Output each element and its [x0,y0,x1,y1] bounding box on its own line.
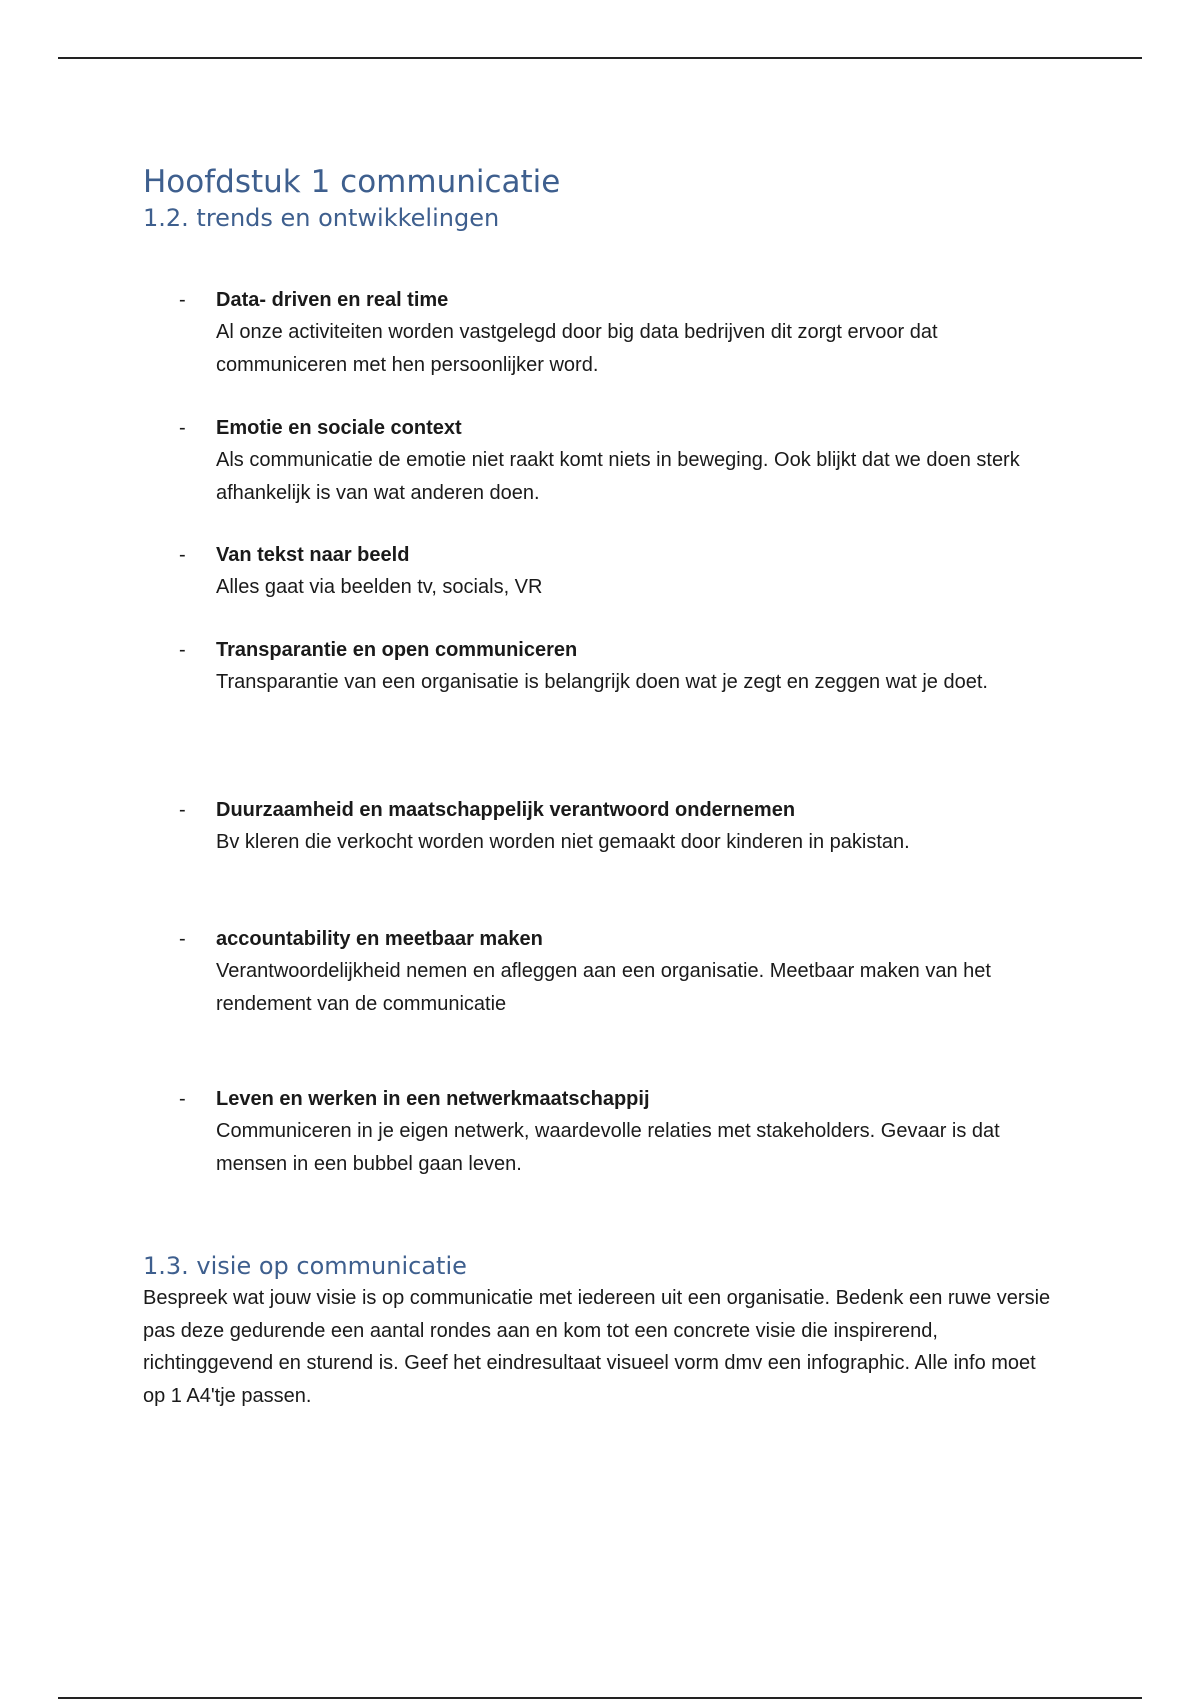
list-item [143,923,1063,1020]
trend-text: Al onze activiteiten worden vastgelegd door big data bedrijven dit zorgt ervoor dat communiceren met hen persoonlijker word. [216,321,938,376]
chapter-title: Hoofdstuk 1 communicatie [143,164,561,200]
list-item [143,634,1063,699]
list-item [143,539,1063,604]
trend-text: Als communicatie de emotie niet raakt komt niets in beweging. Ook blijkt dat we doen sterk afhankelijk is van wat anderen doen. [216,449,1020,504]
bullet-dash: - [179,799,186,821]
list-item [143,284,1063,381]
trend-text: Bv kleren die verkocht worden worden niet gemaakt door kinderen in pakistan. [216,831,910,853]
list-item [143,794,1063,859]
trend-title: accountability en meetbaar maken [216,928,543,950]
trend-text: Verantwoordelijkheid nemen en afleggen aan een organisatie. Meetbaar maken van het rendement van de communicatie [216,960,991,1015]
bullet-dash: - [179,417,186,439]
section-visie [143,1250,1063,1412]
trend-text: Alles gaat via beelden tv, socials, VR [216,576,543,598]
trend-title: Duurzaamheid en maatschappelijk verantwoord ondernemen [216,799,796,821]
footer-rule [58,1697,1142,1699]
section-heading-visie: 1.3. visie op communicatie [143,1252,467,1280]
visie-paragraph: Bespreek wat jouw visie is op communicatie met iedereen uit een organisatie. Bedenk een ruwe versie pas deze gedurende een aantal rondes aan en kom tot een concrete visie die inspirerend, richtinggevend en sturend is. Geef het eindresultaat visueel vorm dmv een infographic. Alle info moet op 1 A4'tje passen. [143,1287,1051,1407]
bullet-dash: - [179,928,186,950]
trend-text: Communiceren in je eigen netwerk, waardevolle relaties met stakeholders. Gevaar is dat mensen in een bubbel gaan leven. [216,1120,1000,1175]
list-item [143,1083,1063,1180]
header-rule [58,57,1142,59]
trend-title: Leven en werken in een netwerkmaatschappij [216,1088,650,1110]
bullet-dash: - [179,1088,186,1110]
bullet-dash: - [179,289,186,311]
section-heading-trends: 1.2. trends en ontwikkelingen [143,204,500,232]
trend-title: Data- driven en real time [216,289,449,311]
trend-title: Van tekst naar beeld [216,544,410,566]
list-item [143,412,1063,509]
trend-title: Emotie en sociale context [216,417,462,439]
bullet-dash: - [179,639,186,661]
bullet-dash: - [179,544,186,566]
document-body [143,162,1063,1407]
trend-title: Transparantie en open communiceren [216,639,578,661]
trend-text: Transparantie van een organisatie is belangrijk doen wat je zegt en zeggen wat je doet. [216,671,988,693]
